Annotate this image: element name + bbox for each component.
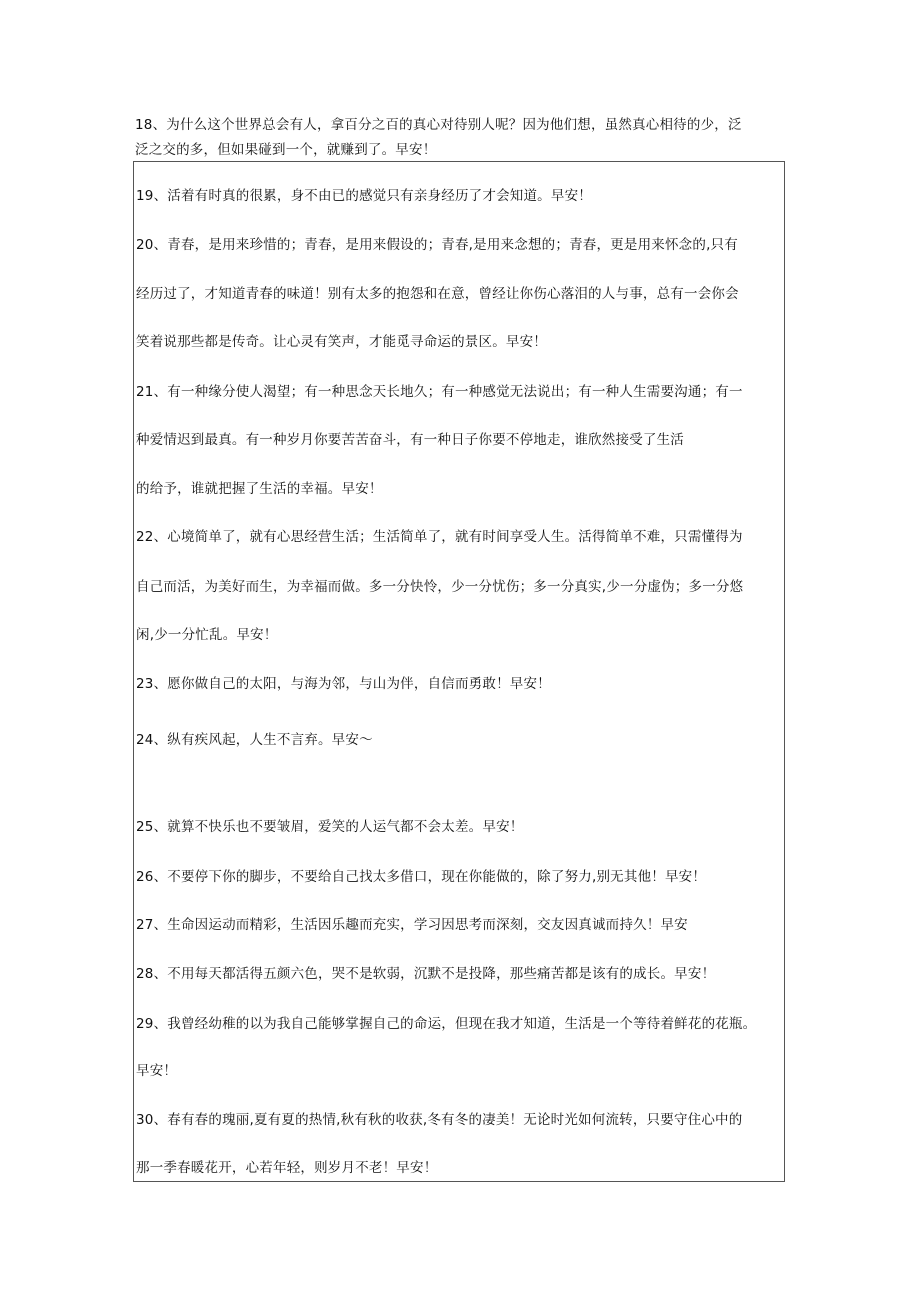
quote-line: 23、愿你做自己的太阳，与海为邻，与山为伴，自信而勇敢！早安！ <box>136 676 551 692</box>
quote-line: 那一季春暖花开，心若年轻，则岁月不老！早安！ <box>136 1160 438 1176</box>
quote-line: 29、我曾经幼稚的以为我自己能够掌握自己的命运，但现在我才知道，生活是一个等待着鲜花的花瓶。 <box>136 1016 757 1032</box>
quote-line: 自己而活，为美好而生，为幸福而做。多一分快怜，少一分忧伤；多一分真实,少一分虚伪；多一分悠 <box>136 579 744 595</box>
quote-line: 闲,少一分忙乱。早安！ <box>136 627 278 643</box>
quote-line: 种爱情迟到最真。有一种岁月你要苦苦奋斗，有一种日子你要不停地走，谁欣然接受了生活 <box>136 432 684 448</box>
quote-line: 20、青春，是用来珍惜的；青春，是用来假设的；青春,是用来念想的；青春，更是用来怀念的,只有 <box>136 237 738 253</box>
quote-line: 22、心境简单了，就有心思经营生活；生活简单了，就有时间享受人生。活得简单不难，只需懂得为 <box>136 529 743 545</box>
quote-line: 30、春有春的瑰丽,夏有夏的热情,秋有秋的收获,冬有冬的凄美！无论时光如何流转，只要守住心中的 <box>136 1112 743 1128</box>
quote-line: 24、纵有疾风起，人生不言弃。早安～ <box>136 732 373 748</box>
intro-line-2: 泛之交的多，但如果碰到一个，就赚到了。早安！ <box>135 142 437 158</box>
quote-line: 21、有一种缘分使人渴望；有一种思念天长地久；有一种感觉无法说出；有一种人生需要沟通；有一 <box>136 384 743 400</box>
quote-line: 26、不要停下你的脚步，不要给自己找太多借口，现在你能做的，除了努力,别无其他！早安！ <box>136 869 707 885</box>
intro-line-1: 18、为什么这个世界总会有人，拿百分之百的真心对待别人呢？因为他们想，虽然真心相待的少，泛 <box>135 117 742 133</box>
quote-line: 28、不用每天都活得五颜六色，哭不是软弱，沉默不是投降，那些痛苦都是该有的成长。早安！ <box>136 966 716 982</box>
quote-line: 27、生命因运动而精彩，生活因乐趣而充实，学习因思考而深刻，交友因真诚而持久！早安 <box>136 917 688 933</box>
quote-line: 早安！ <box>136 1063 178 1079</box>
quote-line: 25、就算不快乐也不要皱眉，爱笑的人运气都不会太差。早安！ <box>136 819 524 835</box>
quote-line: 笑着说那些都是传奇。让心灵有笑声，才能觅寻命运的景区。早安！ <box>136 334 547 350</box>
quote-line: 的给予，谁就把握了生活的幸福。早安！ <box>136 481 383 497</box>
quote-line: 经历过了，才知道青春的味道！别有太多的抱怨和在意，曾经让你伤心落泪的人与事，总有一会你会 <box>136 286 739 302</box>
quote-line: 19、活着有时真的很累，身不由已的感觉只有亲身经历了才会知道。早安！ <box>136 188 592 204</box>
